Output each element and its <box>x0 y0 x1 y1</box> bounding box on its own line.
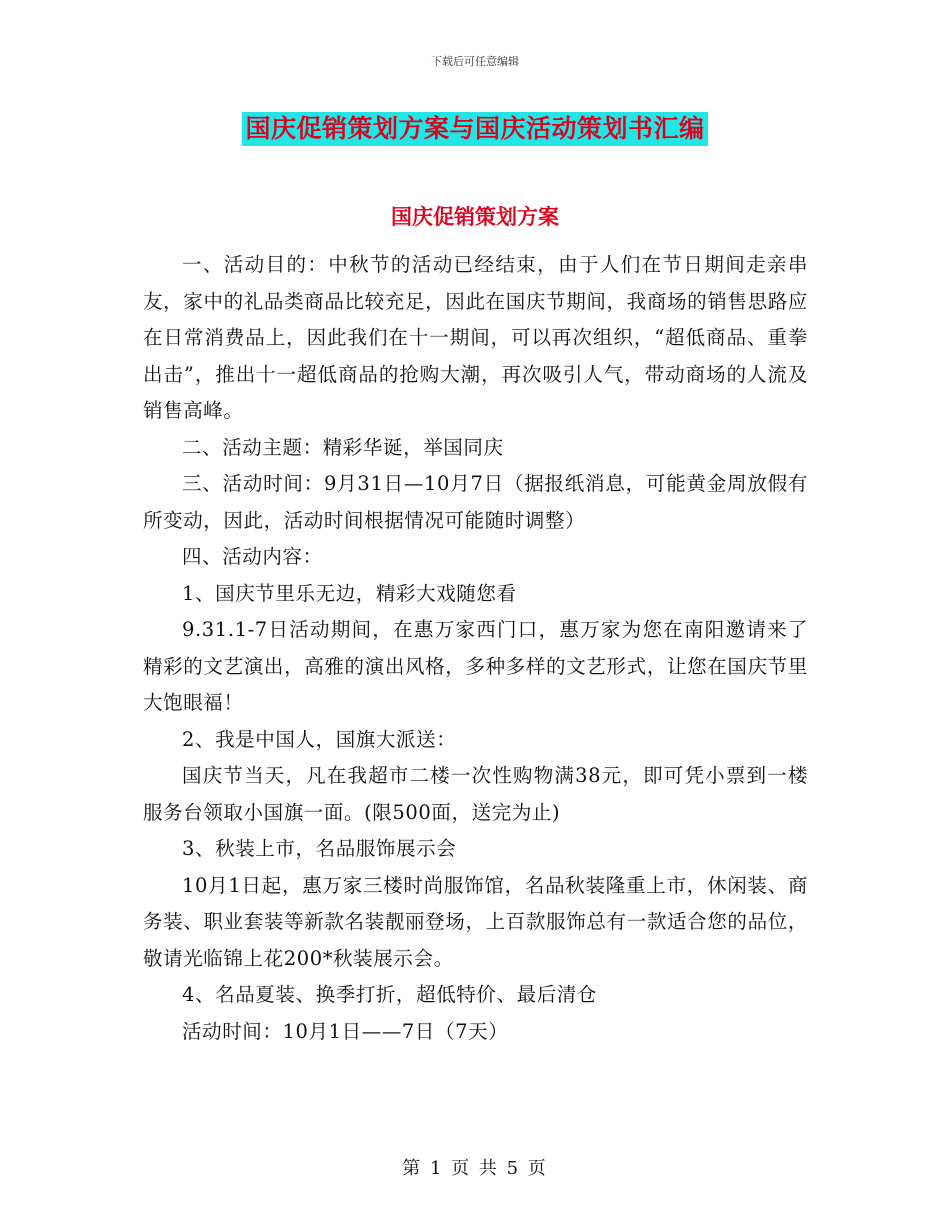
paragraph-purpose: 一、活动目的：中秋节的活动已经结束，由于人们在节日期间走亲串友，家中的礼品类商品比较充足，因此在国庆节期间，我商场的销售思路应在日常消费品上，因此我们在十一期间，可以再次组织，“超低商品、重拳出击”，推出十一超低商品的抢购大潮，再次吸引人气，带动商场的人流及销售高峰。 <box>143 253 808 422</box>
section-title: 国庆促销策划方案 <box>391 205 559 229</box>
paragraph-theme: 二、活动主题：精彩华诞，举国同庆 <box>182 435 504 459</box>
header-note: 下载后可任意编辑 <box>431 55 519 68</box>
document-body <box>143 247 808 1050</box>
paragraph-item-1-body: 9.31.1-7日活动期间，在惠万家西门口，惠万家为您在南阳邀请来了精彩的文艺演出，高雅的演出风格，多种多样的文艺形式，让您在国庆节里大饱眼福！ <box>143 618 808 714</box>
paragraph-item-1-heading: 1、国庆节里乐无边，精彩大戏随您看 <box>182 581 517 605</box>
paragraph-item-3-body: 10月1日起，惠万家三楼时尚服饰馆，名品秋装隆重上市，休闲装、商务装、职业套装等新款名装靓丽登场，上百款服饰总有一款适合您的品位，敬请光临锦上花200*秋装展示会。 <box>143 873 808 970</box>
paragraph-time: 三、活动时间：9月31日—10月7日（据报纸消息，可能黄金周放假有所变动，因此，活动时间根据情况可能随时调整） <box>143 472 808 532</box>
paragraph-item-4-heading: 4、名品夏装、换季打折，超低特价、最后清仓 <box>182 983 598 1006</box>
paragraph-content-heading: 四、活动内容： <box>182 545 323 568</box>
paragraph-item-4-time: 活动时间：10月1日——7日（7天） <box>182 1019 509 1043</box>
document-title-container <box>0 112 950 146</box>
paragraph-item-2-body: 国庆节当天，凡在我超市二楼一次性购物满38元，即可凭小票到一楼服务台领取小国旗一面。(限500面，送完为止) <box>143 764 808 824</box>
document-title: 国庆促销策划方案与国庆活动策划书汇编 <box>242 112 707 146</box>
page-number: 第 1 页 共 5 页 <box>402 1158 548 1179</box>
paragraph-item-3-heading: 3、秋装上市，名品服饰展示会 <box>182 837 457 860</box>
paragraph-item-2-heading: 2、我是中国人，国旗大派送： <box>182 727 457 751</box>
